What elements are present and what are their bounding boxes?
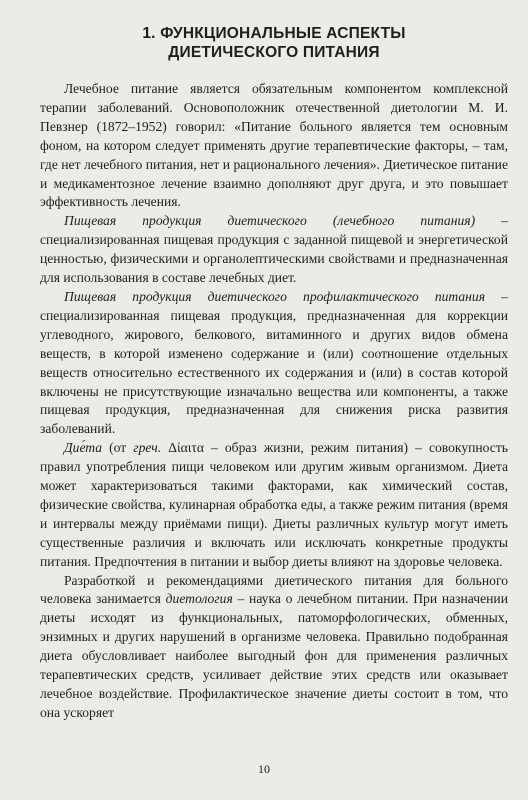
paragraph-5 <box>40 572 508 723</box>
paragraph-5-text-a: Разработкой и рекомендациями диетического питания для больного человека занимается <box>40 572 508 607</box>
term-greek-abbrev: греч. <box>133 440 162 456</box>
term-diet: Дие́та <box>64 440 103 456</box>
chapter-title <box>40 24 508 62</box>
paragraph-1 <box>40 80 508 212</box>
chapter-title-line-2: ДИЕТИЧЕСКОГО ПИТАНИЯ <box>168 44 380 61</box>
paragraph-3 <box>40 288 508 439</box>
paragraph-4 <box>40 439 508 571</box>
paragraph-2-text: – специализированная пищевая продукция с заданной пищевой и энергетической ценностью, физическими и органолептическими свойствами и предназначенная для использования в составе лечебных диет. <box>40 213 508 286</box>
paragraph-5-text-b: – наука о лечебном питании. При назначении диеты исходят из функциональных, патоморфологических, обменных, энзимных и других нарушений в организме человека. Правильно подобранная диета обусловливает наиболее выгодный фон для применения различных терапевтических средств, усиливает действие этих средств или оказывает лечебное воздействие. Профилактическое значение диеты состоит в том, что она ускоряет <box>40 591 508 720</box>
body-text <box>40 80 508 723</box>
term-dietology: диетология <box>165 591 233 607</box>
paragraph-1-text: Лечебное питание является обязательным компонентом комплексной терапии заболеваний. Основоположник отечественной диетологии М. И. Певзнер (1872–1952) говорил: «Питание больного является тем основным фоном, на котором следует применять другие терапевтические факторы, – там, где нет лечебного питания, нет и рационального лечения». Диетическое питание и медикаментозное лечение взаимно дополняют друг друга, и это повышает эффективность лечения. <box>40 81 508 210</box>
paragraph-4-text-b: Δίαιτα – образ жизни, режим питания) – совокупность правил употребления пищи человеком или другим живым организмом. Диета может характеризоваться такими факторами, как химический состав, физические свойства, кулинарная обработка еды, а также режим питания (время и интервалы между приёмами пищи). Диеты различных культур могут иметь существенные различия и включать или исключать конкретные продукты питания. Предпочтения в питании и выбор диеты влияют на здоровье человека. <box>40 440 508 569</box>
page-number: 10 <box>258 762 270 776</box>
paragraph-4-text-a: (от <box>102 440 134 456</box>
term-dietary-product: Пищевая продукция диетического (лечебного питания) <box>64 213 476 229</box>
paragraph-2 <box>40 212 508 288</box>
paragraph-3-text: – специализированная пищевая продукция, предназначенная для коррекции углеводного, жирового, белкового, витаминного и других видов обмена веществ, в которой изменено содержание и (или) соотношение отдельных веществ относительно естественного их содержания и (или) в состав которой включены не присутствующие изначально вещества или компоненты, а также пищевая продукция, предназначенная для снижения риска развития заболеваний. <box>40 288 508 437</box>
chapter-title-line-1: 1. ФУНКЦИОНАЛЬНЫЕ АСПЕКТЫ <box>142 25 406 42</box>
term-preventive-product: Пищевая продукция диетического профилактического питания <box>64 288 486 304</box>
